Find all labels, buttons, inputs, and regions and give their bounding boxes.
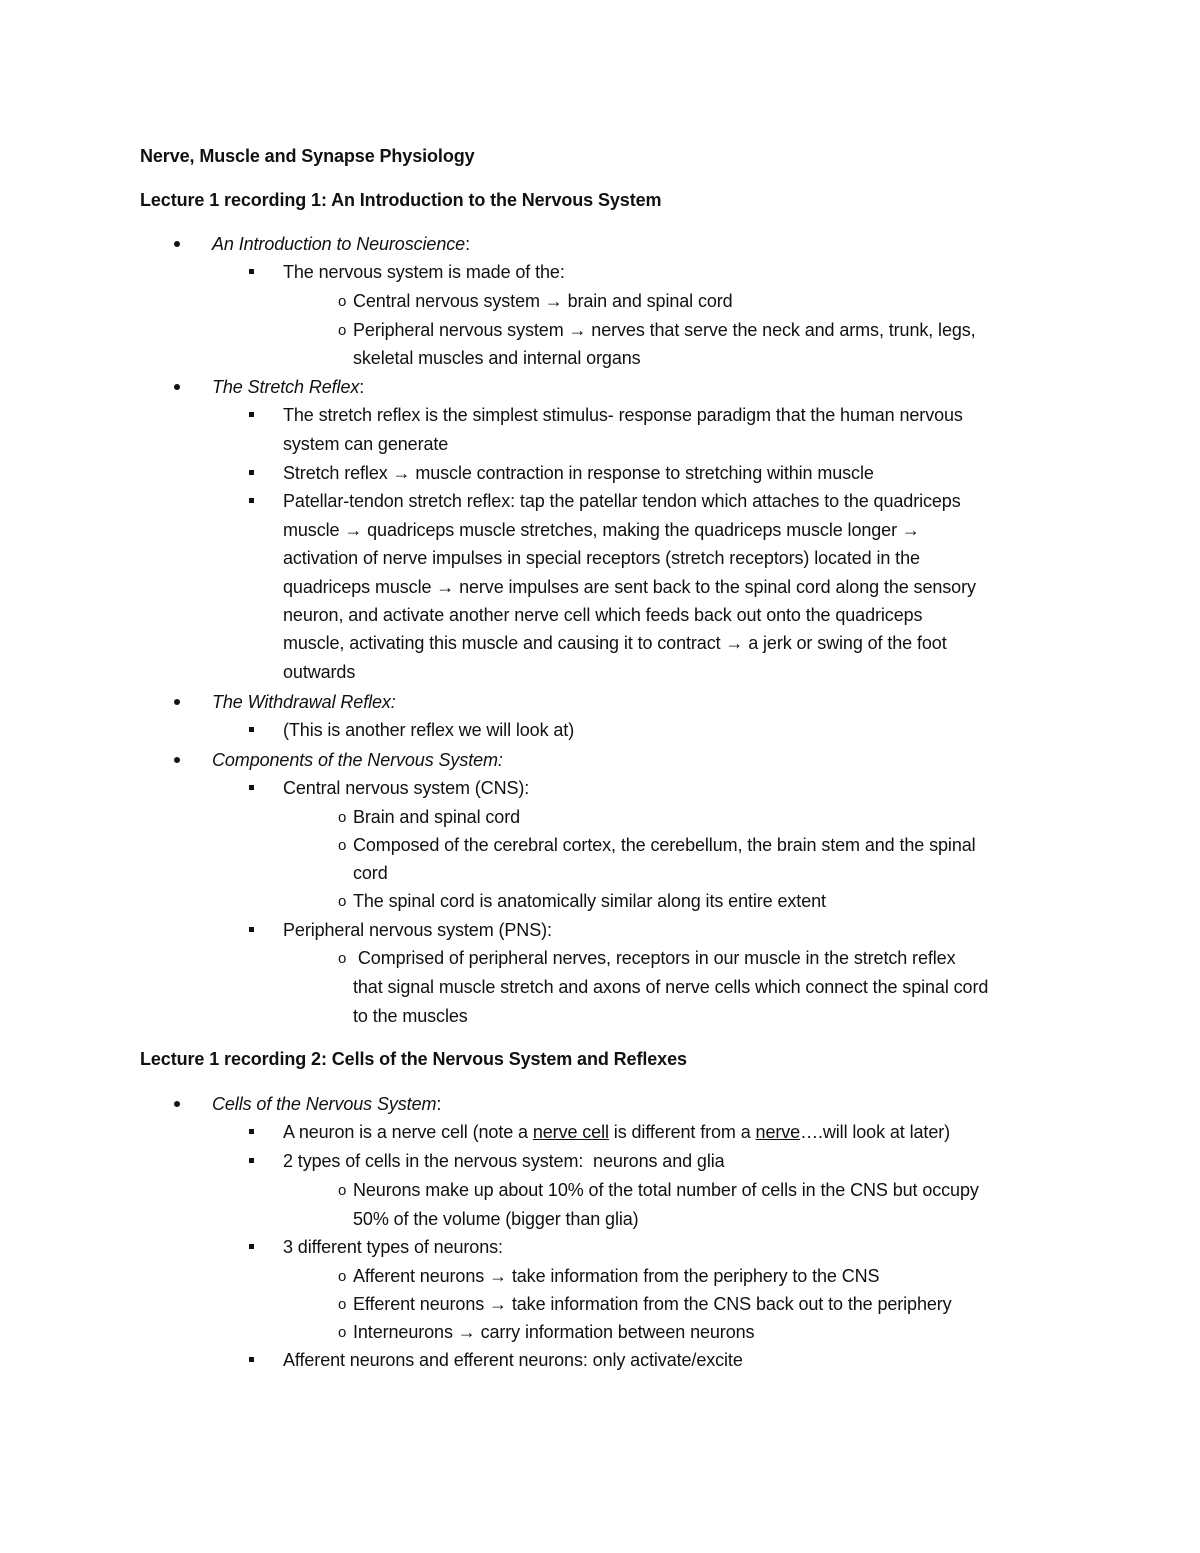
bullet-dot bbox=[174, 241, 180, 247]
list-subitem: Comprised of peripheral nerves, receptors in our muscle in the stretch reflex bbox=[353, 948, 956, 968]
document-title: Nerve, Muscle and Synapse Physiology bbox=[140, 146, 475, 166]
list-item-continued: muscle, activating this muscle and causing it to contract → a jerk or swing of the foot bbox=[283, 633, 947, 653]
bullet-square bbox=[249, 1158, 254, 1163]
list-subitem-continued: skeletal muscles and internal organs bbox=[353, 348, 641, 368]
list-item-withdrawal: The Withdrawal Reflex: bbox=[212, 692, 396, 712]
list-subitem: Composed of the cerebral cortex, the cerebellum, the brain stem and the spinal bbox=[353, 835, 976, 855]
underlined-term: nerve cell bbox=[532, 1122, 609, 1142]
list-item-continued: activation of nerve impulses in special receptors (stretch receptors) located in the bbox=[283, 548, 920, 568]
list-item: Stretch reflex → muscle contraction in response to stretching within muscle bbox=[283, 463, 874, 483]
bullet-square bbox=[249, 470, 254, 475]
bullet-square bbox=[249, 498, 254, 503]
list-item: Central nervous system (CNS): bbox=[283, 778, 530, 798]
list-subitem: Afferent neurons → take information from the periphery to the CNS bbox=[353, 1266, 880, 1286]
bullet-circle: o bbox=[338, 1182, 347, 1199]
bullet-square bbox=[249, 727, 254, 732]
topic-suffix: : bbox=[436, 1094, 442, 1114]
topic-label: An Introduction to Neuroscience bbox=[212, 234, 466, 254]
bullet-square bbox=[249, 412, 254, 417]
bullet-circle: o bbox=[338, 322, 347, 339]
list-subitem: Central nervous system → brain and spinal cord bbox=[353, 291, 733, 311]
bullet-square bbox=[249, 1244, 254, 1249]
list-subitem-continued: that signal muscle stretch and axons of nerve cells which connect the spinal cord bbox=[353, 977, 989, 997]
list-subitem: Efferent neurons → take information from the CNS back out to the periphery bbox=[353, 1294, 952, 1314]
list-item-continued: quadriceps muscle → nerve impulses are sent back to the spinal cord along the sensory bbox=[283, 577, 976, 597]
list-item: The nervous system is made of the: bbox=[283, 262, 565, 282]
list-item-cells bbox=[212, 1093, 441, 1115]
list-item-continued: neuron, and activate another nerve cell which feeds back out onto the quadriceps bbox=[283, 605, 923, 625]
list-item-stretch bbox=[212, 376, 364, 398]
topic-label: Cells of the Nervous System bbox=[212, 1094, 437, 1114]
section-heading-lecture1: Lecture 1 recording 1: An Introduction to the Nervous System bbox=[140, 190, 662, 210]
list-item-continued: outwards bbox=[283, 662, 356, 682]
bullet-square bbox=[249, 785, 254, 790]
list-item: 2 types of cells in the nervous system: neurons and glia bbox=[283, 1151, 725, 1171]
topic-suffix: : bbox=[465, 234, 470, 254]
text-run: ….will look at later) bbox=[800, 1122, 951, 1142]
list-item-continued: muscle → quadriceps muscle stretches, making the quadriceps muscle longer → bbox=[283, 520, 920, 540]
bullet-square bbox=[249, 927, 254, 932]
bullet-square bbox=[249, 269, 254, 274]
list-item: Patellar-tendon stretch reflex: tap the patellar tendon which attaches to the quadriceps bbox=[283, 491, 961, 511]
list-subitem: Interneurons → carry information between neurons bbox=[353, 1322, 755, 1342]
topic-suffix: : bbox=[359, 377, 365, 397]
bullet-dot bbox=[174, 757, 180, 763]
bullet-dot bbox=[174, 699, 180, 705]
text-run: is different from a bbox=[608, 1122, 756, 1142]
topic-label: The Stretch Reflex bbox=[212, 377, 360, 397]
bullet-dot bbox=[174, 384, 180, 390]
bullet-circle: o bbox=[338, 809, 347, 826]
list-item: (This is another reflex we will look at) bbox=[283, 720, 575, 740]
text-run: A neuron is a nerve cell (note a bbox=[283, 1122, 533, 1142]
list-subitem: The spinal cord is anatomically similar along its entire extent bbox=[353, 891, 826, 911]
bullet-circle: o bbox=[338, 837, 347, 854]
underlined-term: nerve bbox=[755, 1122, 801, 1142]
bullet-square bbox=[249, 1357, 254, 1362]
list-item: Peripheral nervous system (PNS): bbox=[283, 920, 552, 940]
list-item: Afferent neurons and efferent neurons: only activate/excite bbox=[283, 1350, 743, 1370]
list-item-components: Components of the Nervous System: bbox=[212, 750, 503, 770]
bullet-circle: o bbox=[338, 1324, 347, 1341]
list-item: The stretch reflex is the simplest stimulus- response paradigm that the human nervous bbox=[283, 405, 963, 425]
bullet-circle: o bbox=[338, 950, 347, 967]
bullet-circle: o bbox=[338, 293, 347, 310]
bullet-dot bbox=[174, 1101, 180, 1107]
bullet-square bbox=[249, 1129, 254, 1134]
list-subitem-continued: 50% of the volume (bigger than glia) bbox=[353, 1209, 639, 1229]
list-subitem: Peripheral nervous system → nerves that serve the neck and arms, trunk, legs, bbox=[353, 320, 976, 340]
list-item: 3 different types of neurons: bbox=[283, 1237, 503, 1257]
bullet-circle: o bbox=[338, 893, 347, 910]
bullet-circle: o bbox=[338, 1268, 347, 1285]
list-item-continued: system can generate bbox=[283, 434, 449, 454]
list-subitem: Brain and spinal cord bbox=[353, 807, 521, 827]
list-subitem: Neurons make up about 10% of the total number of cells in the CNS but occupy bbox=[353, 1180, 979, 1200]
list-subitem-continued: to the muscles bbox=[353, 1006, 468, 1026]
list-item-intro bbox=[212, 233, 470, 255]
bullet-circle: o bbox=[338, 1296, 347, 1313]
section-heading-lecture2: Lecture 1 recording 2: Cells of the Nervous System and Reflexes bbox=[140, 1049, 687, 1069]
list-subitem-continued: cord bbox=[353, 863, 388, 883]
list-item bbox=[283, 1121, 950, 1143]
